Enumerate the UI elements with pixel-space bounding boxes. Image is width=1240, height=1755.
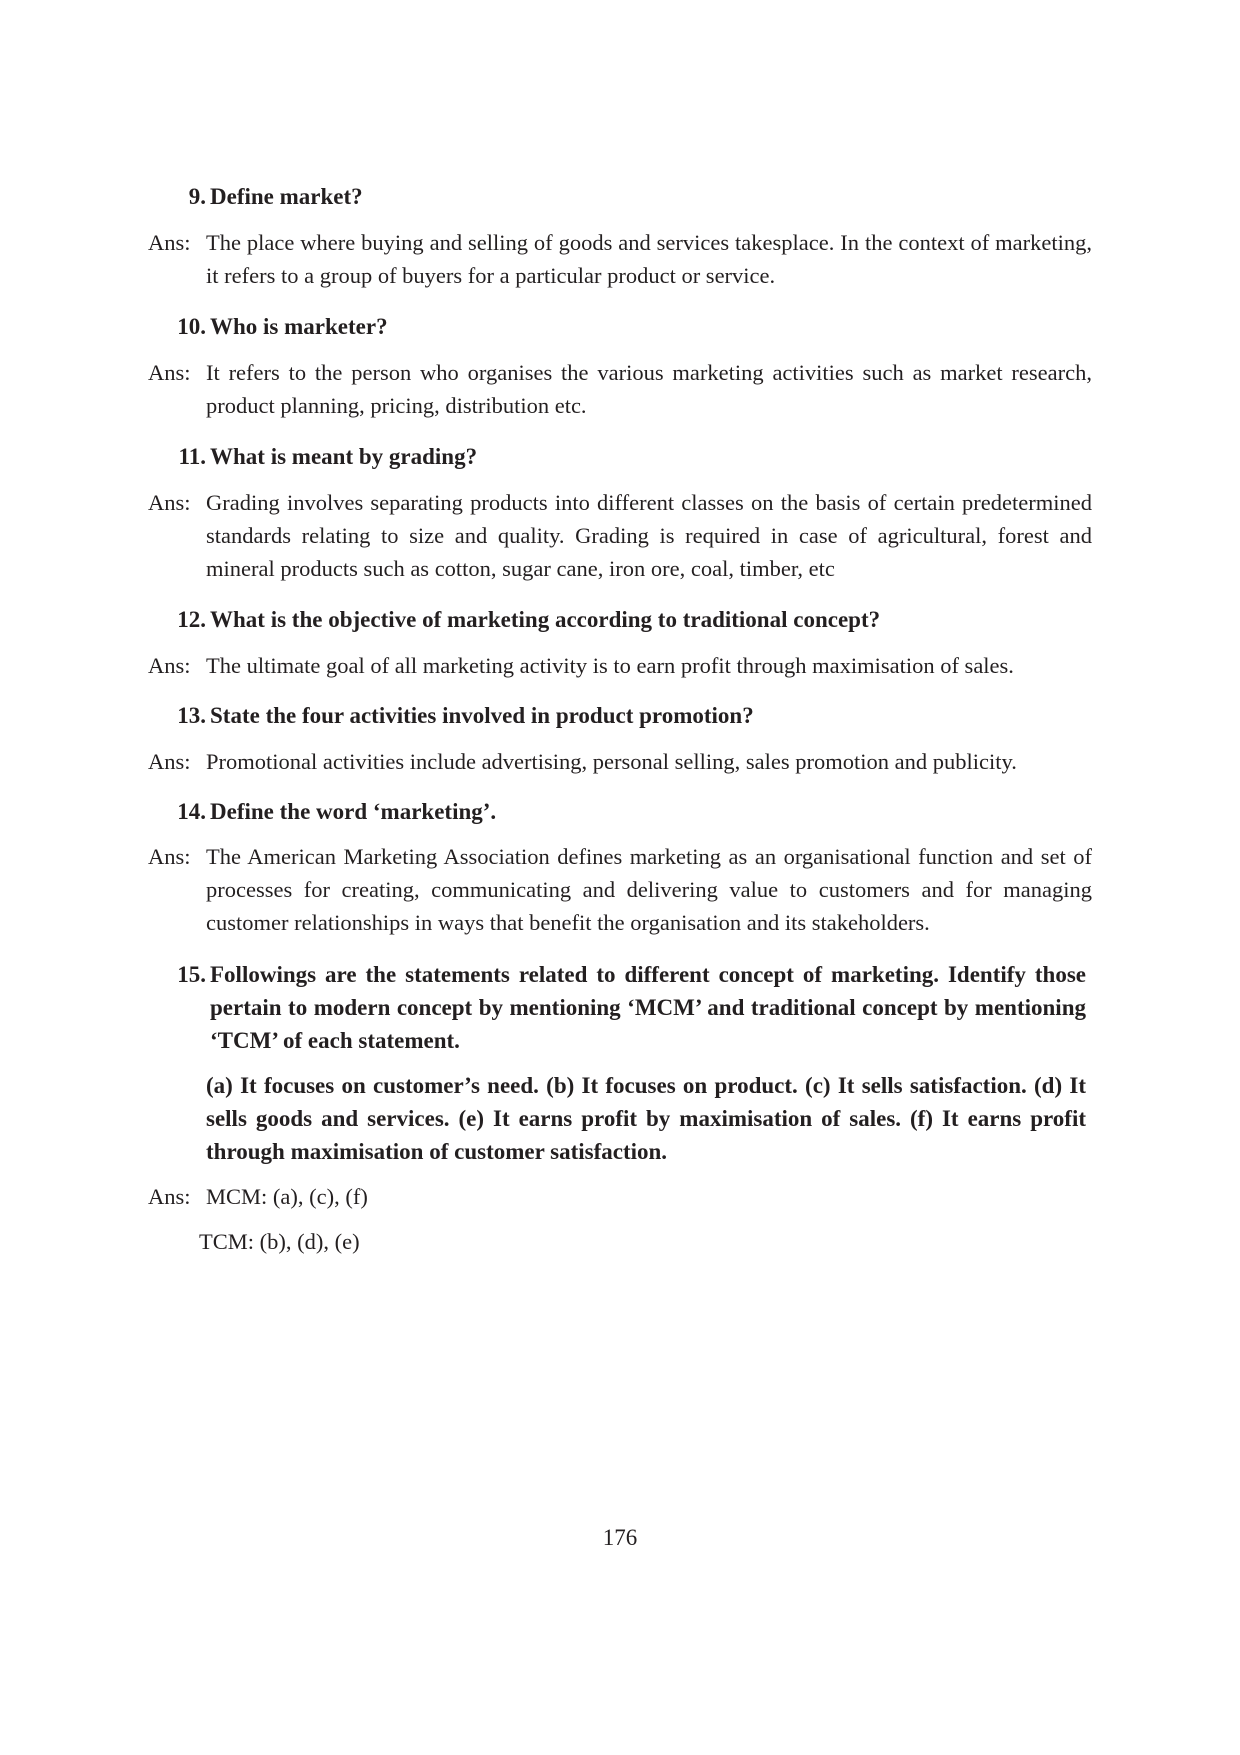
- answer-13: [148, 745, 1098, 778]
- answer-text: The ultimate goal of all marketing activity is to earn profit through maximisation of sales.: [206, 653, 1014, 678]
- question-10: [150, 310, 1090, 343]
- page-number: 176: [602, 1525, 638, 1550]
- answer-15: [148, 1180, 1098, 1213]
- question-number: 9.: [188, 184, 206, 209]
- question-number: 15.: [177, 962, 206, 987]
- answer-10: [148, 356, 1098, 422]
- question-9: [150, 180, 1090, 213]
- answer-text: MCM: (a), (c), (f): [206, 1184, 368, 1209]
- answer-15-line2: TCM: (b), (d), (e): [199, 1229, 360, 1254]
- question-number: 10.: [177, 314, 206, 339]
- question-number: 12.: [177, 607, 206, 632]
- answer-label: Ans:: [148, 844, 191, 869]
- answer-label: Ans:: [148, 653, 191, 678]
- answer-text: The American Marketing Association defines marketing as an organisational function and set of processes for creating, communicating and delivering value to customers and for managing customer relationships in ways that benefit the organisation and its stakeholders.: [206, 844, 1092, 935]
- answer-text: Promotional activities include advertising, personal selling, sales promotion and publicity.: [206, 749, 1017, 774]
- question-15: [150, 958, 1090, 1057]
- answer-11: [148, 486, 1098, 585]
- question-text: Followings are the statements related to different concept of marketing. Identify those pertain to modern concept by mentioning ‘MCM’ and traditional concept by mentioning ‘TCM’ of each statement.: [210, 962, 1086, 1053]
- question-13: [150, 699, 1090, 732]
- question-text: State the four activities involved in product promotion?: [210, 703, 754, 728]
- question-number: 13.: [177, 703, 206, 728]
- question-12: [150, 603, 1090, 636]
- question-text: Who is marketer?: [210, 314, 388, 339]
- answer-12: [148, 649, 1098, 682]
- question-number: 11.: [178, 444, 206, 469]
- answer-text: The place where buying and selling of goods and services takesplace. In the context of marketing, it refers to a group of buyers for a particular product or service.: [206, 230, 1092, 288]
- question-text: What is meant by grading?: [210, 444, 478, 469]
- answer-label: Ans:: [148, 490, 191, 515]
- question-text: Define market?: [210, 184, 363, 209]
- answer-text: Grading involves separating products into different classes on the basis of certain predetermined standards relating to size and quality. Grading is required in case of agricultural, forest and mineral products such as cotton, sugar cane, iron ore, coal, timber, etc: [206, 490, 1092, 581]
- question-11: [150, 440, 1090, 473]
- question-number: 14.: [177, 799, 206, 824]
- answer-label: Ans:: [148, 1184, 191, 1209]
- answer-14: [148, 840, 1098, 939]
- question-text: Define the word ‘marketing’.: [210, 799, 497, 824]
- question-text: What is the objective of marketing according to traditional concept?: [210, 607, 881, 632]
- answer-label: Ans:: [148, 360, 191, 385]
- answer-label: Ans:: [148, 230, 191, 255]
- answer-label: Ans:: [148, 749, 191, 774]
- answer-9: [148, 226, 1098, 292]
- question-15-statements: (a) It focuses on customer’s need. (b) It focuses on product. (c) It sells satisfaction. (d) It sells goods and services. (e) It earns profit by maximisation of sales. (f) It earns profit through maximisation of customer satisfaction.: [206, 1073, 1086, 1164]
- question-14: [150, 795, 1090, 828]
- answer-text: It refers to the person who organises the various marketing activities such as market research, product planning, pricing, distribution etc.: [206, 360, 1092, 418]
